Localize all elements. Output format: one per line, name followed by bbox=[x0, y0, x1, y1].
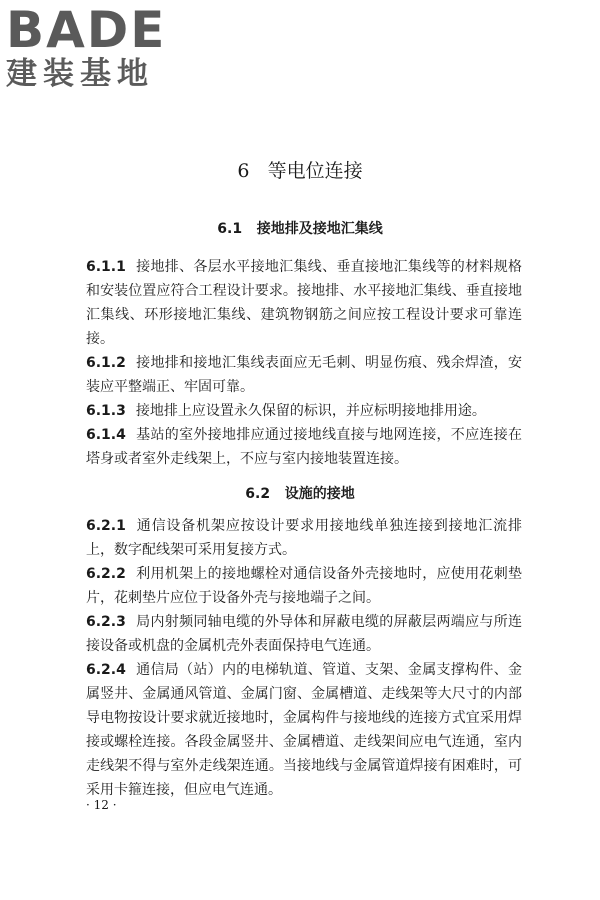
section-number: 6.1 bbox=[217, 221, 243, 237]
section-title bbox=[0, 484, 600, 504]
section-body bbox=[86, 255, 522, 471]
logo-subtitle: 建装基地 bbox=[6, 56, 154, 92]
section-heading: 接地排及接地汇集线 bbox=[256, 221, 383, 237]
clause-text: 利用机架上的接地螺栓对通信设备外壳接地时，应使用花刺垫片，花刺垫片应位于设备外壳与接地端子之间。 bbox=[86, 566, 522, 606]
clause-number: 6.2.1 bbox=[86, 518, 126, 534]
clause-text: 通信局（站）内的电梯轨道、管道、支架、金属支撑构件、金属竖井、金属通风管道、金属门窗、金属槽道、走线架等大尺寸的内部导电物按设计要求就近接地时，金属构件与接地线的连接方式宜采用焊接或螺栓连接。各段金属竖井、金属槽道、走线架间应电气连通，室内走线架不得与室外走线架连通。当接地线与金属管道焊接有困难时，可采用卡箍连接，但应电气连通。 bbox=[86, 662, 522, 798]
clause-text: 接地排、各层水平接地汇集线、垂直接地汇集线等的材料规格和安装位置应符合工程设计要求。接地排、水平接地汇集线、垂直接地汇集线、环形接地汇集线、建筑物钢筋之间应按工程设计要求可靠连接。 bbox=[86, 259, 522, 347]
clause bbox=[86, 351, 522, 399]
clause-text: 基站的室外接地排应通过接地线直接与地网连接，不应连接在塔身或者室外走线架上，不应与室内接地装置连接。 bbox=[86, 427, 522, 467]
clause bbox=[86, 562, 522, 610]
clause-number: 6.2.2 bbox=[86, 566, 126, 582]
chapter-number: 6 bbox=[237, 160, 250, 182]
section-body bbox=[86, 514, 522, 802]
clause-text: 接地排上应设置永久保留的标识，并应标明接地排用途。 bbox=[135, 403, 486, 419]
clause-text: 局内射频同轴电缆的外导体和屏蔽电缆的屏蔽层两端应与所连接设备或机盘的金属机壳外表面保持电气连通。 bbox=[86, 614, 522, 654]
clause-number: 6.2.3 bbox=[86, 614, 126, 630]
clause bbox=[86, 514, 522, 562]
section-heading: 设施的接地 bbox=[284, 486, 355, 502]
section-title bbox=[0, 219, 600, 239]
clause-number: 6.2.4 bbox=[86, 662, 126, 678]
clause bbox=[86, 399, 522, 423]
chapter-heading: 等电位连接 bbox=[267, 160, 363, 182]
chapter-title bbox=[0, 158, 600, 184]
logo-mark: BADE bbox=[6, 1, 167, 59]
clause-number: 6.1.1 bbox=[86, 259, 126, 275]
clause bbox=[86, 423, 522, 471]
clause-text: 接地排和接地汇集线表面应无毛刺、明显伤痕、残余焊渣，安装应平整端正、牢固可靠。 bbox=[86, 355, 522, 395]
clause-number: 6.1.3 bbox=[86, 403, 126, 419]
page-number: · 12 · bbox=[86, 798, 117, 812]
clause bbox=[86, 255, 522, 351]
clause-number: 6.1.2 bbox=[86, 355, 126, 371]
clause bbox=[86, 658, 522, 802]
clause-text: 通信设备机架应按设计要求用接地线单独连接到接地汇流排上，数字配线架可采用复接方式。 bbox=[86, 518, 522, 558]
section-number: 6.2 bbox=[245, 486, 271, 502]
clause-number: 6.1.4 bbox=[86, 427, 126, 443]
logo bbox=[6, 1, 176, 92]
clause bbox=[86, 610, 522, 658]
